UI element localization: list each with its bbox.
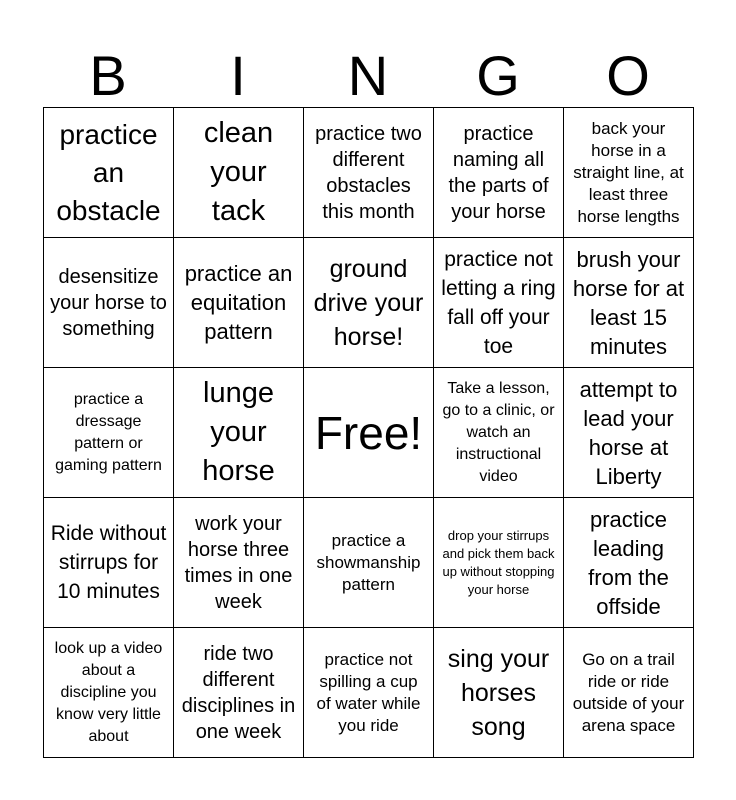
cell-text: sing your horses song: [447, 644, 550, 741]
bingo-cell[interactable]: [564, 108, 694, 238]
cell-text: Ride without stirrups for 10 minutes: [50, 522, 167, 603]
cell-text: look up a video about a discipline you know very little about: [54, 639, 163, 745]
bingo-cell[interactable]: [434, 498, 564, 628]
bingo-cell[interactable]: [304, 498, 434, 628]
cell-text: practice a dressage pattern or gaming pattern: [55, 390, 162, 474]
board-row-5: [44, 628, 694, 758]
bingo-cell[interactable]: [434, 108, 564, 238]
board-row-1: [44, 108, 694, 238]
bingo-cell[interactable]: [434, 368, 564, 498]
cell-text: practice leading from the offside: [588, 506, 669, 619]
cell-text: practice a showmanship pattern: [316, 530, 421, 594]
cell-text: Go on a trail ride or ride outside of your arena space: [572, 649, 685, 735]
free-space-cell[interactable]: [304, 368, 434, 498]
cell-text: brush your horse for at least 15 minutes: [572, 246, 685, 359]
cell-text: practice an obstacle: [56, 118, 161, 226]
bingo-cell[interactable]: [434, 238, 564, 368]
cell-text: back your horse in a straight line, at least three horse lengths: [573, 118, 684, 226]
bingo-cell[interactable]: [564, 628, 694, 758]
bingo-cell[interactable]: [44, 628, 174, 758]
cell-text: Take a lesson, go to a clinic, or watch an instructional video: [442, 379, 555, 485]
cell-text: ride two different disciplines in one week: [181, 642, 296, 743]
bingo-cell[interactable]: [44, 498, 174, 628]
bingo-cell[interactable]: [434, 628, 564, 758]
cell-text: practice not spilling a cup of water while you ride: [316, 649, 421, 735]
header-letter-i: I: [230, 44, 246, 107]
free-space-text: Free!: [314, 406, 423, 459]
bingo-board: [43, 107, 694, 758]
bingo-cell[interactable]: [564, 498, 694, 628]
bingo-cell[interactable]: [174, 108, 304, 238]
cell-text: practice not letting a ring fall off your toe: [441, 247, 556, 358]
header-letter-b: B: [89, 44, 127, 107]
bingo-cell[interactable]: [174, 238, 304, 368]
cell-text: practice an equitation pattern: [184, 261, 293, 344]
bingo-cell[interactable]: [174, 628, 304, 758]
bingo-cell[interactable]: [174, 368, 304, 498]
bingo-cell[interactable]: [44, 108, 174, 238]
bingo-cell[interactable]: [564, 238, 694, 368]
bingo-cell[interactable]: [564, 368, 694, 498]
cell-text: attempt to lead your horse at Liberty: [579, 376, 678, 489]
bingo-cell[interactable]: [44, 238, 174, 368]
header-letter-o: O: [606, 44, 650, 107]
bingo-cell[interactable]: [174, 498, 304, 628]
bingo-cell[interactable]: [44, 368, 174, 498]
cell-text: clean your tack: [203, 117, 274, 227]
bingo-header: [43, 44, 693, 108]
bingo-cell[interactable]: [304, 628, 434, 758]
board-row-3: [44, 368, 694, 498]
cell-text: practice naming all the parts of your horse: [448, 122, 549, 223]
board-row-2: [44, 238, 694, 368]
bingo-cell[interactable]: [304, 108, 434, 238]
cell-text: ground drive your horse!: [313, 254, 424, 351]
cell-text: desensitize your horse to something: [50, 265, 167, 340]
header-letter-g: G: [476, 44, 520, 107]
cell-text: lunge your horse: [202, 377, 275, 487]
cell-text: work your horse three times in one week: [184, 512, 293, 613]
cell-text: drop your stirrups and pick them back up without stopping your horse: [442, 527, 555, 597]
bingo-cell[interactable]: [304, 238, 434, 368]
cell-text: practice two different obstacles this month: [315, 122, 422, 223]
header-letter-n: N: [347, 44, 389, 107]
board-row-4: [44, 498, 694, 628]
